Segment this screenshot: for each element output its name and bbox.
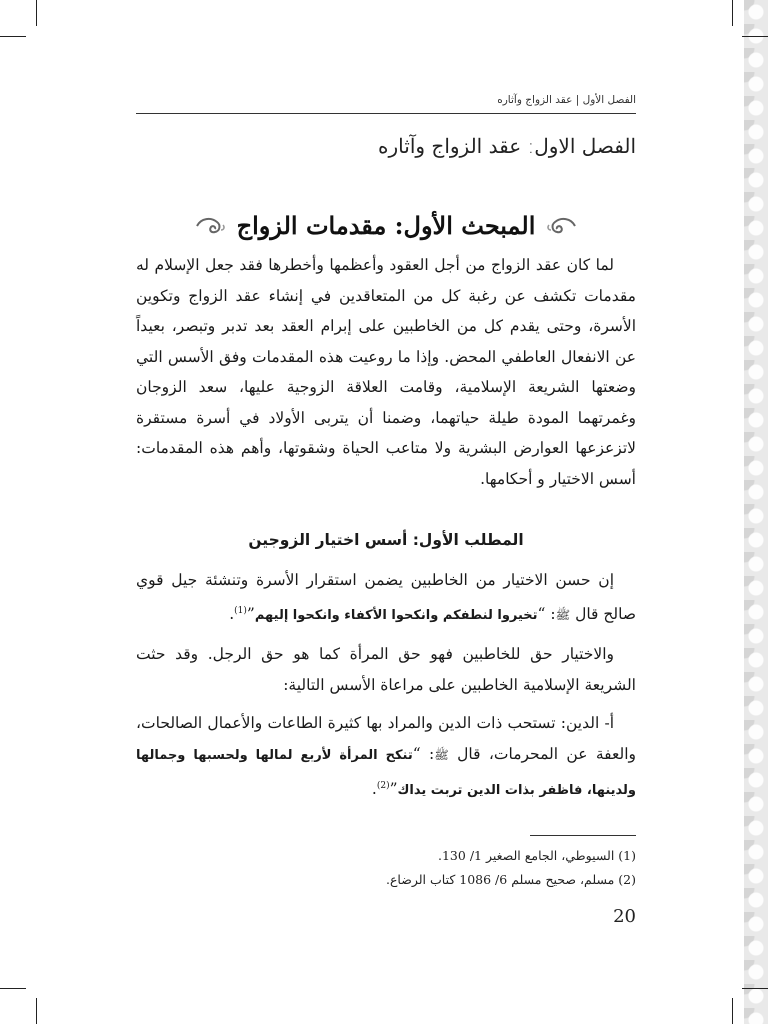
crop-mark: [732, 998, 733, 1024]
saw-glyph: ﷺ: [555, 607, 571, 622]
chapter-title: الفصل الاول: عقد الزواج وآثاره: [378, 134, 636, 158]
crop-mark: [742, 988, 768, 989]
footnote-ref[interactable]: (2): [376, 781, 390, 792]
intro-paragraph: لما كان عقد الزواج من أجل العقود وأعظمها وأخطرها فقد جعل الإسلام له مقدمات تكشف عن رغبة كل من المتعاقدين في إنشاء عقد الزواج وتكوين الأسرة، وحتى يقدم كل من الخاطبين على إبرام العقد بعد تدبر وتبصر، بعيداً عن الانفعال العاطفي المحض. وإذا ما روعيت هذه المقدمات وفق الأسس التي وضعتها الشريعة الإسلامية، وقامت العلاقة الزوجية عليها، سعد الزوجان وغمرتهما المودة طيلة حياتهما، وضمنا أن يتربى الأولاد في أسرة مستقرة لاتزعزعها العوارض البشرية ولا متاعب الحياة وشقوتها، وأهم هذه المقدمات: أسس الاختيار و أحكامها.: [136, 256, 636, 488]
crop-mark: [0, 988, 26, 989]
header-rule: [136, 113, 636, 114]
intro-text: [136, 250, 636, 494]
page-number: 20: [613, 906, 636, 927]
subsection-title: المطلب الأول: أسس اختيار الزوجين: [248, 531, 524, 549]
ornament-right-icon: [545, 212, 579, 238]
footnote-2: (2) مسلم، صحيح مسلم 6/ 1086 كتاب الرضاع.: [385, 872, 636, 887]
hadith-quote: تنكح المرأة لأربع لمالها ولحسبها وجمالها ولدينها، فاظفر بذات الدين تربت يداك: [136, 747, 636, 799]
crop-mark: [0, 36, 26, 37]
crop-mark: [36, 0, 37, 26]
footnote-rule: [530, 835, 636, 836]
footnote-1: (1) السيوطي، الجامع الصغير 1/ 130.: [438, 848, 636, 863]
ornament-left-icon: [193, 212, 227, 238]
decorative-margin-pattern: [744, 0, 768, 1024]
paragraph-selection-quality: إن حسن الاختيار من الخاطبين يضمن استقرار الأسرة وتنشئة جيل قوي صالح قال ﷺ: “تخيروا لنطفكم وانكحوا الأكفاء وانكحوا إليهم”$^{(1)}$.: [136, 571, 636, 623]
subsection-body: [136, 565, 636, 815]
saw-glyph: ﷺ: [434, 747, 449, 762]
section-title: المبحث الأول: مقدمات الزواج: [236, 210, 536, 240]
hadith-quote: تخيروا لنطفكم وانكحوا الأكفاء وانكحوا إليهم: [254, 607, 538, 623]
running-head: الفصل الأول | عقد الزواج وآثاره: [497, 94, 636, 106]
crop-mark: [732, 0, 733, 26]
book-page: [136, 0, 636, 1024]
footnotes: [136, 844, 636, 892]
section-title-block: [136, 203, 636, 247]
footnote-ref[interactable]: (1): [234, 605, 247, 616]
paragraph-right-to-choose: والاختيار حق للخاطبين فهو حق المرأة كما هو حق الرجل. وقد حثت الشريعة الإسلامية الخاطبين على مراعاة الأسس التالية:: [136, 645, 636, 694]
crop-mark: [742, 36, 768, 37]
crop-mark: [36, 998, 37, 1024]
paragraph-religion: أ- الدين: تستحب ذات الدين والمراد بها كثيرة الطاعات والأعمال الصالحات، والعفة عن المحرمات، قال ﷺ: “تنكح المرأة لأربع لمالها ولحسبها وجمالها ولدينها، فاظفر بذات الدين تربت يداك”$^{(2)}$.: [136, 714, 636, 799]
